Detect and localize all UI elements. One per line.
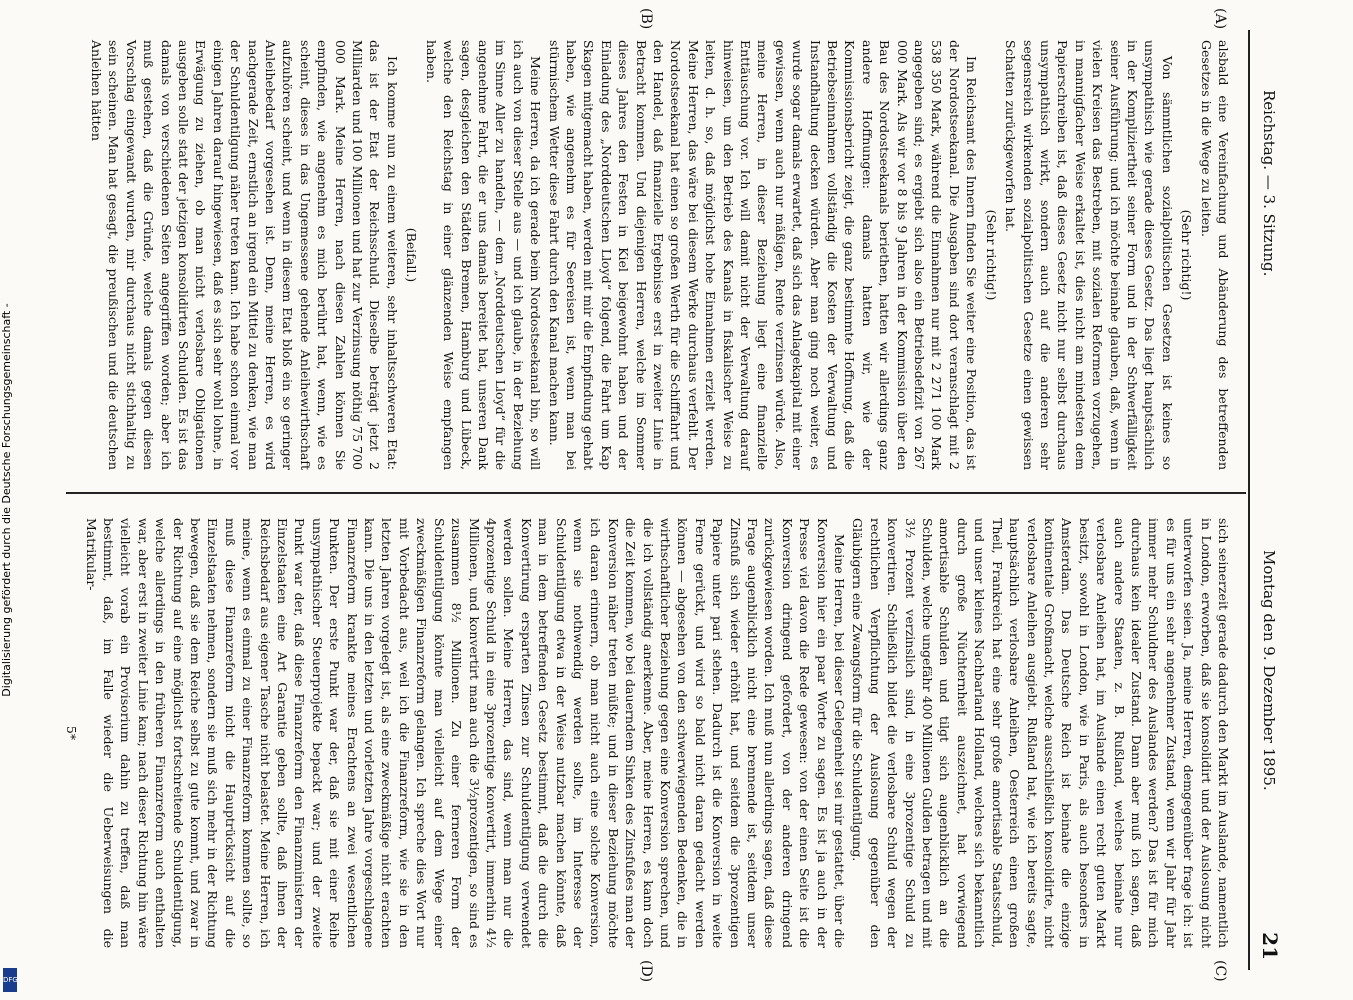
marker-d: (D) — [638, 960, 654, 983]
footer-mark: 5* — [64, 725, 80, 741]
header-left: Reichstag. — 3. Sitzung. — [1260, 90, 1278, 277]
marker-b: (B) — [638, 8, 654, 30]
left-column — [72, 40, 1232, 470]
dfg-logo: DFG — [3, 968, 17, 992]
paragraph: Von sämmtlichen sozialpolitischen Gesetzen ist keines so unsympathisch wie gerade dieses Gesetz. Das liegt hauptsächlich in der Kompliziertheit seiner Form und in der Schwerfälligkeit seiner Ausführung; und ich möchte beinahe glauben, daß, wenn in vielen Kreisen das Bestreben, mit sozialen Reformen vorzugehen, in mannigfacher Weise erkaltet ist, dies nicht am mindesten dem Papierschreiben ist, daß dieses Gesetz nicht nur selbst durchaus unsympathisch wirkt, sondern auch auf die anderen sehr segensreich wirkenden sozialpolitischen Gesetze einen gewissen Schatten zurückgeworfen hat. — [1003, 40, 1175, 470]
paragraph: Ich komme nun zu einem weiteren, sehr inhaltsschweren Etat: das ist der Etat der Reichsschuld. Dieselbe beträgt jetzt 2 Milliarden und 100 Millionen und hat zur Verzinsung nöthig 75 700 000 Mark. Meine Herren, nach diesen Zahlen können Sie empfinden, wie angenehm es mich berührt hat, wenn, wie es scheint, dieses in das Ungemessene gehende Anleihewirthschaft aufzuhören scheint, und wenn in diesem Etat bloß ein so geringer Anleihebedarf vorgesehen ist. Denn, meine Herren, es wird nachgerade Zeit, ernstlich an irgend ein Mittel zu denken, wie man der Schuldentilgung näher treten kann. Ich habe schon einmal vor einigen Jahren darauf hingewiesen, daß es sich sehr wohl lohne, in Erwägung zu ziehen, ob man nicht verlosbare Obligationen ausgeben solle statt der jetzigen konsolidirten Schulden. Es ist das damals von verschiedenen Seiten angegriffen worden; aber ich muß gestehen, daß die Gründe, welche damals gegen diesen Vorschlag eingewandt wurden, mir durchaus nicht stichhaltig zu sein scheinen. Man hat gesagt, die preußischen und die deutschen Anleihen hätten — [89, 40, 400, 470]
paragraph: sich seinerzeit gerade dadurch den Markt im Auslande, namentlich in London, erworben, daß sie konsolidirt und der Auslosung nicht unterworfen seien. Ja, meine Herren, demgegenüber frage ich: ist es für uns ein sehr angenehmer Zustand, wenn wir Jahr für Jahr immer mehr Schuldner des Auslandes werden? Das ist für mich durchaus kein idealer Zustand. Dann aber muß ich sagen, daß auch andere Staaten, z. B. Rußland, welches beinahe nur verlosbare Anleihen hat, im Auslande einen recht guten Markt besitzt, sowohl in London, wie in Paris, als auch besonders in Amsterdam. Das Deutsche Reich ist beinahe die einzige kontinentale Großmacht, welche ausschließlich konsolidirte, nicht verlosbare Anleihen ausgiebt. Rußland hat, wie ich bereits sagte, hauptsächlich verlosbare Anleihen, Oesterreich einen großen Theil, Frankreich hat eine sehr große amortisable Staatsschuld, und unser kleines Nachbarland Holland, welches sich bekanntlich durch große Nüchternheit auszeichnet, hat vorwiegend amortisable Schulden und tilgt sich augenblicklich an die Schulden, welche ungefähr 400 Millionen Gulden betragen und mit 3½ Prozent verzinslich sind, in eine 3prozentige Schuld zu konvertiren. Schließlich bildet die verlosbare Schuld wegen der rechtlichen Verpflichtung der Auslosung gegenüber den Gläubigern eine Zwangsform für die Schuldentilgung. — [850, 518, 1231, 948]
right-column — [64, 518, 1232, 948]
printed-page — [60, 8, 1290, 983]
digitization-caption — [0, 20, 20, 980]
paragraph: Meine Herren, da ich gerade beim Nordostseekanal bin, so will ich auch von dieser Stelle aus — und ich glaube, in der Beziehung im Sinne Aller zu handeln, — dem „Norddeutschen Lloyd“ für die angenehme Fahrt, die er uns damals bereitet hat, unseren Dank sagen, desgleichen den Städten Bremen, Hamburg und Lübeck, welche den Reichstag in einer glänzenden Weise empfangen haben. — [423, 40, 544, 470]
column-divider — [66, 492, 1246, 494]
marker-c: (C) — [1212, 960, 1228, 982]
page-number: 21 — [1258, 932, 1282, 960]
rotated-page-content — [60, 8, 1290, 983]
header-right: Montag den 9. Dezember 1895. — [1260, 550, 1278, 791]
caption-text: Digitalisierung gefördert durch die Deutsche Forschungsgemeinschaft - — [0, 303, 13, 697]
paragraph: Im Reichsamt des Innern finden Sie weiter eine Position, das ist der Nordostseekanal. Die Ausgaben sind dort veranschlagt mit 2 538 350 Mark, während die Einnahmen nur mit 2 271 100 Mark angegeben sind; es ergiebt sich also ein Betriebsdefizit von 267 000 Mark. Als wir vor 8 bis 9 Jahren in der Kommission über den Bau des Nordostseekanals beriethen, hatten wir allerdings ganz andere Hoffnungen: damals hatten wir, wie der Kommissionsbericht zeigt, die ganz bestimmte Hoffnung, daß die Betriebseinnahmen vollständig die Kosten der Verwaltung und Instandhaltung decken würden. Aber man ging noch weiter, es wurde sogar damals erwartet, daß sich das Anlagekapital mit einer gewissen, wenn auch nur mäßigen, Rente verzinsen würde. Also, meine Herren, in dieser Beziehung liegt eine finanzielle Enttäuschung vor. Ich will damit nicht der Verwaltung darauf hinweisen, um den Betrieb des Kanals in fiskalischer Weise zu leiten, d. h. so, daß möglichst hohe Einnahmen erzielt werden. Meine Herren, das wäre bei diesem Werke durchaus verfehlt. Der Nordostseekanal hat einen so großen Werth für die Schifffahrt und den Handel, daß finanzielle Ergebnisse erst in zweiter Linie in Betracht kommen. Und diejenigen Herren, welche im Sommer dieses Jahres den Festen in Kiel beigewohnt haben und der Einladung des „Norddeutschen Lloyd“ folgend, die Fahrt um Kap Skagen mitgemacht haben, werden mit mir die Empfindung gehabt haben, wie angenehm es für Seereisen ist, wenn man bei stürmischem Wetter diese Fahrt durch den Kanal machen kann. — [546, 40, 980, 470]
marker-a: (A) — [1212, 8, 1228, 30]
interjection: (Sehr richtig!) — [1179, 209, 1195, 301]
interjection: (Beifall.) — [404, 227, 420, 283]
page-header — [1248, 30, 1290, 970]
interjection: (Sehr richtig!) — [983, 209, 999, 301]
paragraph: alsbald eine Vereinfachung und Abänderung des betreffenden Gesetzes in die Wege zu leiten. — [1198, 40, 1231, 470]
paragraph: Meine Herren, bei dieser Gelegenheit sei mir gestattet, über die Konversion hier ein paar Worte zu sagen. Es ist ja auch in der Presse viel davon die Rede gewesen: von der einen Seite ist die Konversion dringend gefordert, von der anderen dringend zurückgewiesen worden. Ich muß nun allerdings sagen, daß diese Frage augenblicklich nicht eine brennende ist, seitdem unser Zinsfuß sich wieder erhöht hat, und seitdem die 3prozentigen Papiere unter pari stehen. Dadurch ist die Konversion in weite Ferne gerückt, und wird so bald nicht daran gedacht werden können — abgesehen von den schwerwiegenden Bedenken, die in wirthschaftlicher Beziehung gegen eine Konversion sprechen, und die ich vollständig anerkenne. Aber, meine Herren, es kann doch die Zeit kommen, wo bei dauerndem Sinken des Zinsfußes man der Konversion näher treten müßte; und in dieser Beziehung möchte ich daran erinnern, ob man nicht auch eine solche Konversion, wenn sie nothwendig werden sollte, im Interesse der Schuldentilgung etwa in der Weise nutzbar machen könnte, daß man in dem betreffenden Gesetz bestimmt, daß die durch die Konvertirung ersparten Zinsen zur Schuldentilgung verwendet werden sollen. Meine Herren, das sind, wenn man nur die 4prozentige Schuld in eine 3prozentige konvertirt, immerhin 4½ Millionen, und konvertirt man auch die 3½prozentigen, so sind es zusammen 8½ Millionen. Zu einer ferneren Form der Schuldentilgung könnte man vielleicht auf dem Wege einer zweckmäßigen Finanzreform gelangen. Ich spreche dies Wort nur mit Vorbedacht aus, weil ich die Finanzreform, wie sie in den letzten Jahren vorgelegt ist, als eine zweckmäßige nicht erachten kann. Die uns in den letzten und vorletzten Jahre vorgeschlagene Finanzreform krankte meines Erachtens an zwei wesentlichen Punkten. Der erste Punkt war der, daß sie mit einer Reihe unsympathischer Steuerprojekte bepackt war; und der zweite Punkt war der, daß diese Finanzreform den Finanzministern der Einzelstaaten eine Art Garantie geben sollte, daß ihnen der Reichsbedarf aus eigener Tasche nicht belastet. Meine Herren, ich meine, wenn es einmal zu einer Finanzreform kommen sollte, so muß diese Finanzreform nicht die Hauptrücksicht auf die Einzelstaaten nehmen, sondern sie muß sich mehr in der Richtung bewegen, daß sie dem Reiche selbst zu gute kommt, und zwar in der Richtung auf eine möglichst fortschreitende Schuldentilgung, welche allerdings in den früheren Finanzreform auch enthalten war, aber erst in zweiter Linie kam; nach dieser Richtung hin wäre vielleicht vorab ein Provisorium dahin zu treffen, daß man bestimmt, daß, im Falle wieder die Ueberweisungen die Matrikular- — [83, 518, 848, 948]
